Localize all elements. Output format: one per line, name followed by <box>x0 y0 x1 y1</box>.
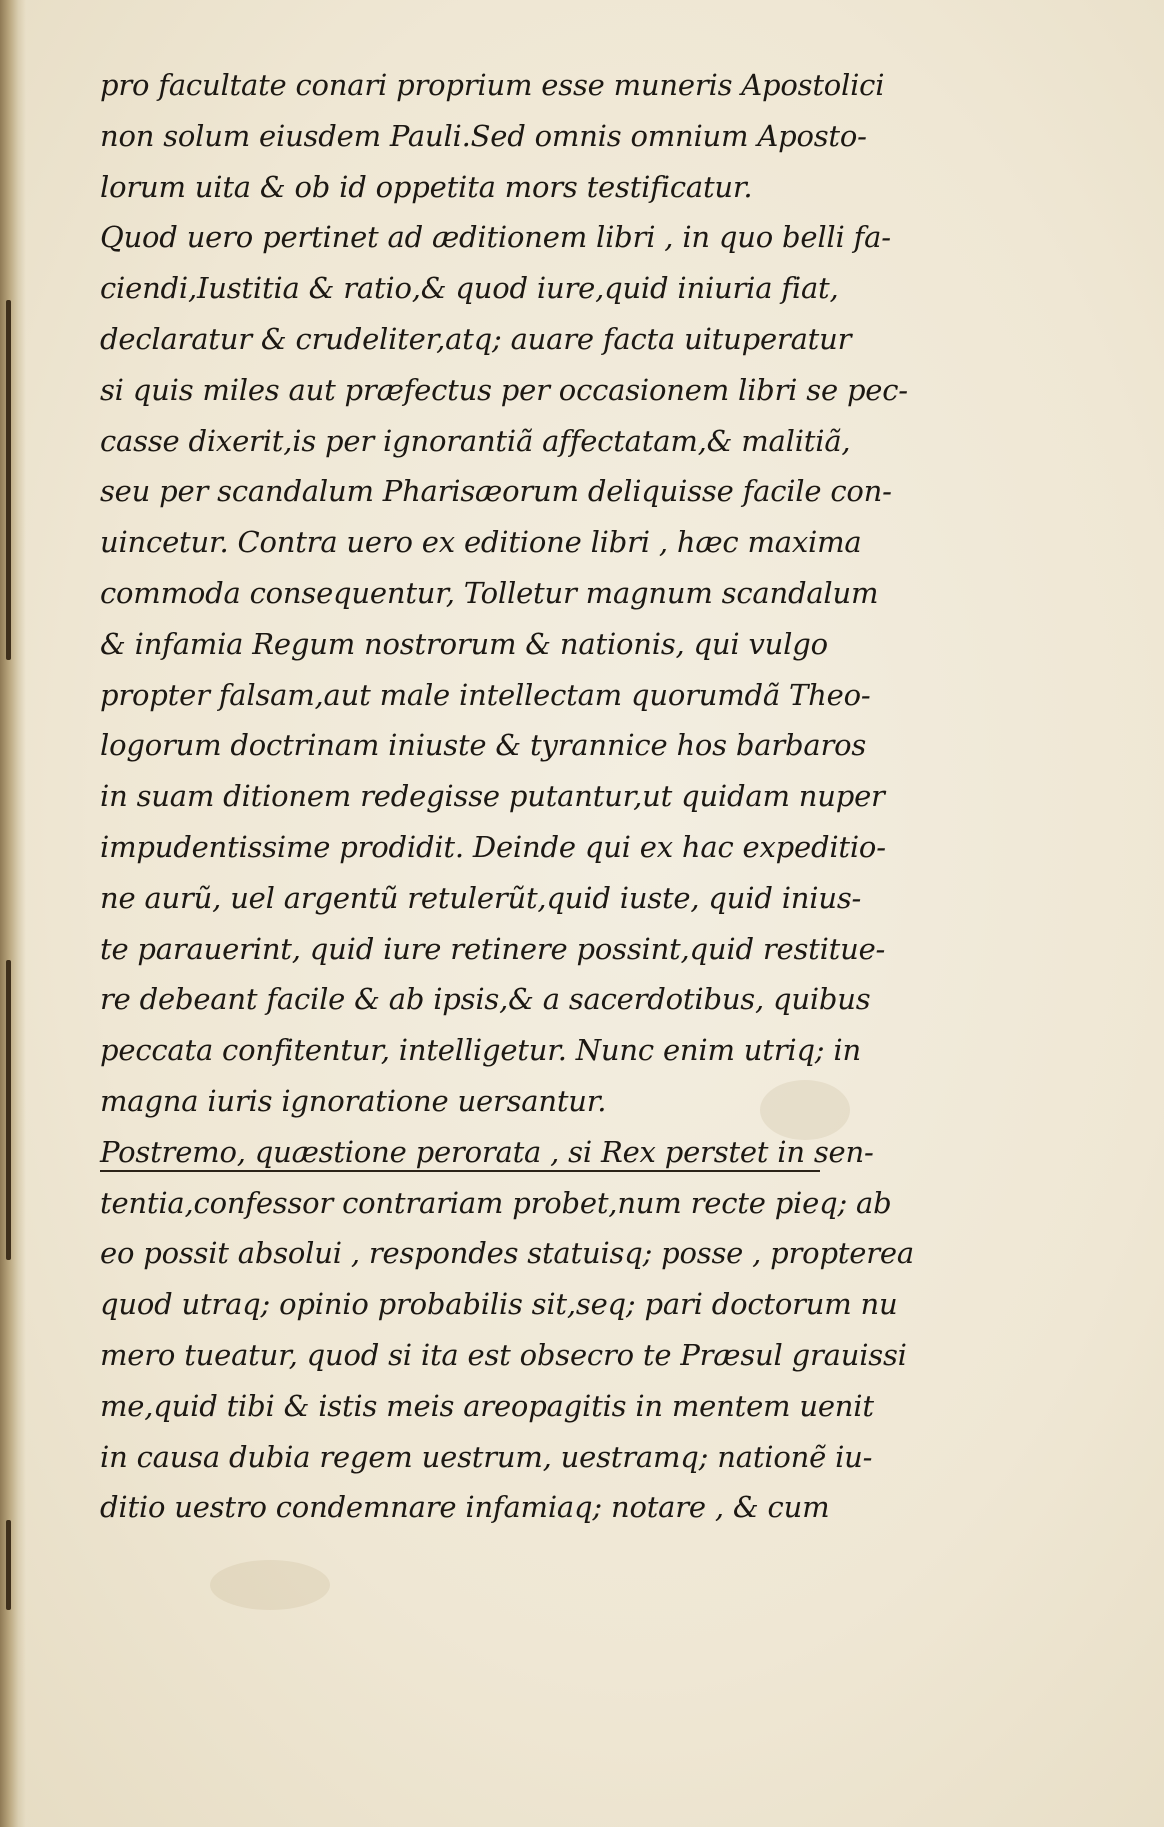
binding-crack <box>6 960 11 1260</box>
text-line: propter falsam,aut male intellectam quorumdã Theo- <box>100 677 871 712</box>
text-line: in causa dubia regem uestrum, uestramq; nationẽ iu- <box>100 1439 873 1474</box>
body-text <box>100 60 930 1533</box>
text-line: me,quid tibi & istis meis areopagitis in mentem uenit <box>100 1388 874 1423</box>
text-line: ditio uestro condemnare infamiaq; notare , & cum <box>100 1490 830 1525</box>
text-line: peccata confitentur, intelligetur. Nunc enim utriq; in <box>100 1033 861 1068</box>
text-line: in suam ditionem redegisse putantur,ut quidam nuper <box>100 779 885 814</box>
text-line: impudentissime prodidit. Deinde qui ex hac expeditio- <box>100 829 886 864</box>
binding-crack <box>6 1520 11 1610</box>
text-line: tentia,confessor contrariam probet,num recte pieq; ab <box>100 1185 892 1220</box>
text-line: eo possit absolui , respondes statuisq; posse , propterea <box>100 1236 914 1271</box>
paper-stain <box>210 1560 330 1610</box>
text-line: pro facultate conari proprium esse muneris Apostolici <box>100 68 885 102</box>
text-line: logorum doctrinam iniuste & tyrannice hos barbaros <box>100 728 867 763</box>
text-line: mero tueatur, quod si ita est obsecro te Præsul grauissi <box>100 1337 907 1372</box>
text-line: magna iuris ignoratione uersantur. <box>100 1083 607 1118</box>
text-line: te parauerint, quid iure retinere possint,quid restitue- <box>100 931 886 966</box>
text-line: casse dixerit,is per ignorantiã affectatam,& malitiã, <box>100 423 851 458</box>
text-line: commoda consequentur, Tolletur magnum scandalum <box>100 575 879 610</box>
text-line: & infamia Regum nostrorum & nationis, qui vulgo <box>100 626 828 661</box>
text-line: re debeant facile & ab ipsis,& a sacerdotibus, quibus <box>100 982 871 1017</box>
binding-crack <box>6 300 11 660</box>
text-line: seu per scandalum Pharisæorum deliquisse facile con- <box>100 474 892 509</box>
text-line: lorum uita & ob id oppetita mors testificatur. <box>100 169 753 204</box>
text-line: uincetur. Contra uero ex editione libri , hæc maxima <box>100 525 862 560</box>
text-line: quod utraq; opinio probabilis sit,seq; pari doctorum nu <box>100 1287 898 1322</box>
text-line: si quis miles aut præfectus per occasionem libri se pec- <box>100 372 908 407</box>
text-line: non solum eiusdem Pauli.Sed omnis omnium Aposto- <box>100 118 867 153</box>
text-line: declaratur & crudeliter,atq; auare facta uituperatur <box>100 321 852 356</box>
text-line: Quod uero pertinet ad æditionem libri , in quo belli fa- <box>100 220 891 255</box>
binding-edge <box>0 0 26 1827</box>
text-line: ne aurũ, uel argentũ retulerũt,quid iuste, quid inius- <box>100 880 862 915</box>
text-line-underlined: Postremo, quæstione perorata , si Rex perstet in sen- <box>100 1127 930 1178</box>
text-line: ciendi,Iustitia & ratio,& quod iure,quid iniuria fiat, <box>100 271 839 306</box>
